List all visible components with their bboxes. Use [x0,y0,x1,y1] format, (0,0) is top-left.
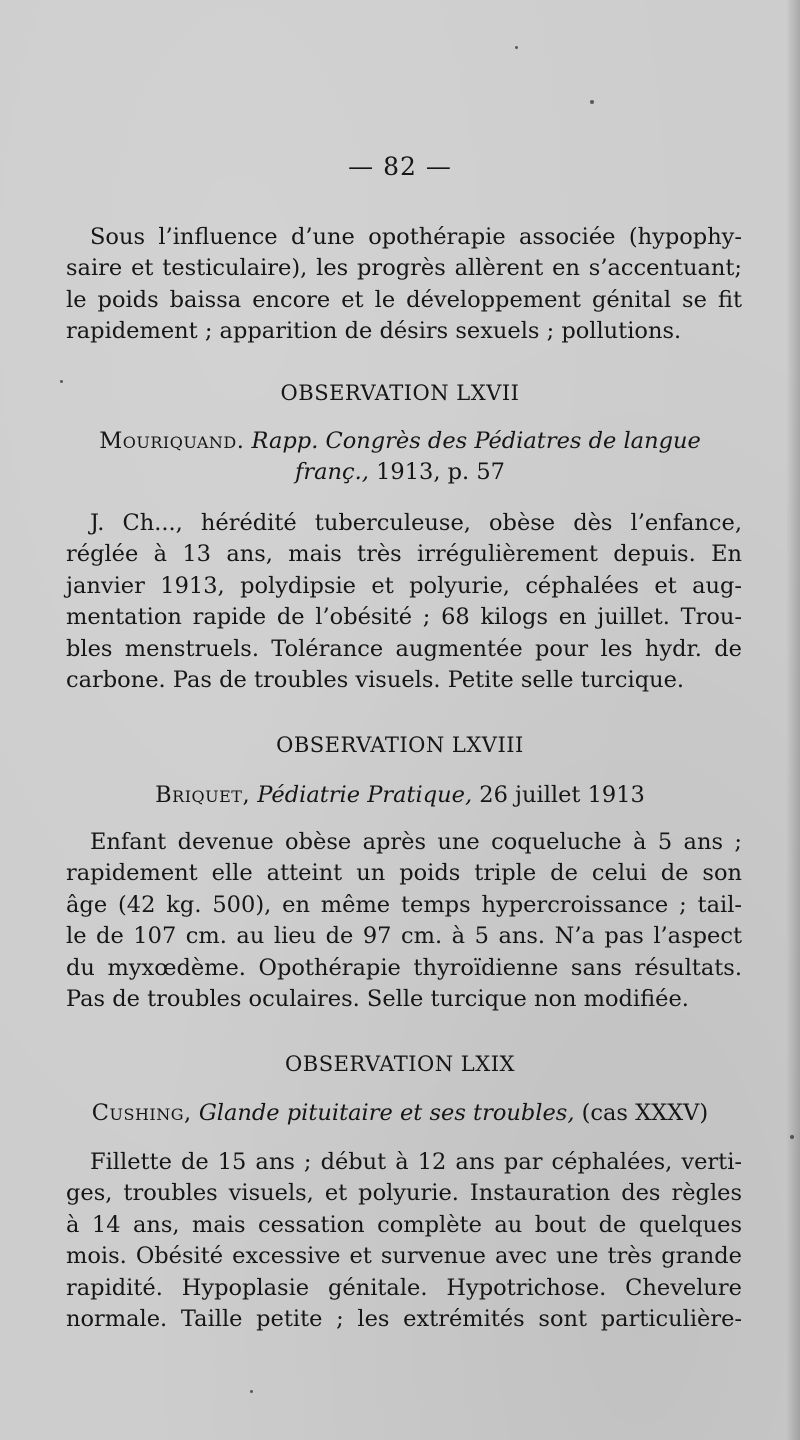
observation-text [66,827,742,1015]
paper-speck [515,46,518,49]
observation-text [66,1147,742,1335]
observation-line: rapidité. Hypoplasie génitale. Hypotrichose. Chevelure [66,1274,742,1301]
reference-author: Briquet, [155,782,251,808]
reference-date: 26 juillet 1913 [479,782,645,808]
observation-reference [0,780,800,811]
paper-speck [250,1390,253,1393]
observation-line: mois. Obésité excessive et survenue avec une très grande [66,1243,742,1270]
observation-heading: OBSERVATION LXIX [285,1052,515,1076]
observation-line: le de 107 cm. au lieu de 97 cm. à 5 ans. N’a pas l’aspect [66,923,742,950]
observation-line: réglée à 13 ans, mais très irrégulièrement depuis. En [66,541,742,568]
page-number: — 82 — [348,152,452,181]
reference-author: Mouriquand. [99,428,245,454]
reference-source: Glande pituitaire et ses troubles, [198,1100,575,1126]
observation-line: mentation rapide de l’obésité ; 68 kilogs en juillet. Trou- [66,604,742,631]
observation-heading: OBSERVATION LXVIII [276,733,524,757]
observation-reference [0,1098,800,1129]
intro-line: saire et testiculaire), les progrès allèrent en s’accentuant; [66,255,742,282]
reference-case: (cas XXXV) [581,1100,709,1126]
reference-source: franç., [295,459,369,485]
observation-line: normale. Taille petite ; les extrémités sont particulière- [66,1306,742,1333]
observation-line: Pas de troubles oculaires. Selle turcique non modifiée. [66,986,689,1013]
observation-line: Fillette de 15 ans ; début à 12 ans par céphalées, verti- [90,1149,742,1175]
paper-speck [590,100,594,104]
observation-heading: OBSERVATION LXVII [280,381,520,405]
observation-line: carbone. Pas de troubles visuels. Petite selle turcique. [66,667,685,694]
paper-speck [790,1135,794,1139]
observation-line: J. Ch..., hérédité tuberculeuse, obèse dès l’enfance, [90,510,742,536]
observation-line: bles menstruels. Tolérance augmentée pour les hydr. de [66,635,742,662]
observation-line: Enfant devenue obèse après une coqueluche à 5 ans ; [90,829,742,855]
observation-text [66,508,742,696]
page-edge-shadow [786,0,800,1440]
observation-line: à 14 ans, mais cessation complète au bout de quelques [66,1211,742,1238]
observation-line: âge (42 kg. 500), en même temps hypercroissance ; tail- [66,891,742,918]
observation-line: du myxœdème. Opothérapie thyroïdienne sans résultats. [66,954,742,981]
observation-line: janvier 1913, polydipsie et polyurie, céphalées et aug- [66,572,742,599]
paper-speck [60,380,63,383]
reference-source: Pédiatrie Pratique, [257,782,473,808]
intro-line: le poids baissa encore et le développement génital se fit [66,286,742,313]
reference-source: Rapp. Congrès des Pédiatres de langue [251,428,701,454]
observation-reference [0,426,800,488]
reference-author: Cushing, [91,1100,192,1126]
reference-date: 1913, p. 57 [376,459,505,485]
observation-line: ges, troubles visuels, et polyurie. Instauration des règles [66,1180,742,1207]
intro-paragraph [66,222,742,348]
intro-line: Sous l’influence d’une opothérapie associée (hypophy- [90,224,742,250]
observation-line: rapidement elle atteint un poids triple de celui de son [66,860,742,887]
intro-line: rapidement ; apparition de désirs sexuels ; pollutions. [66,318,682,345]
